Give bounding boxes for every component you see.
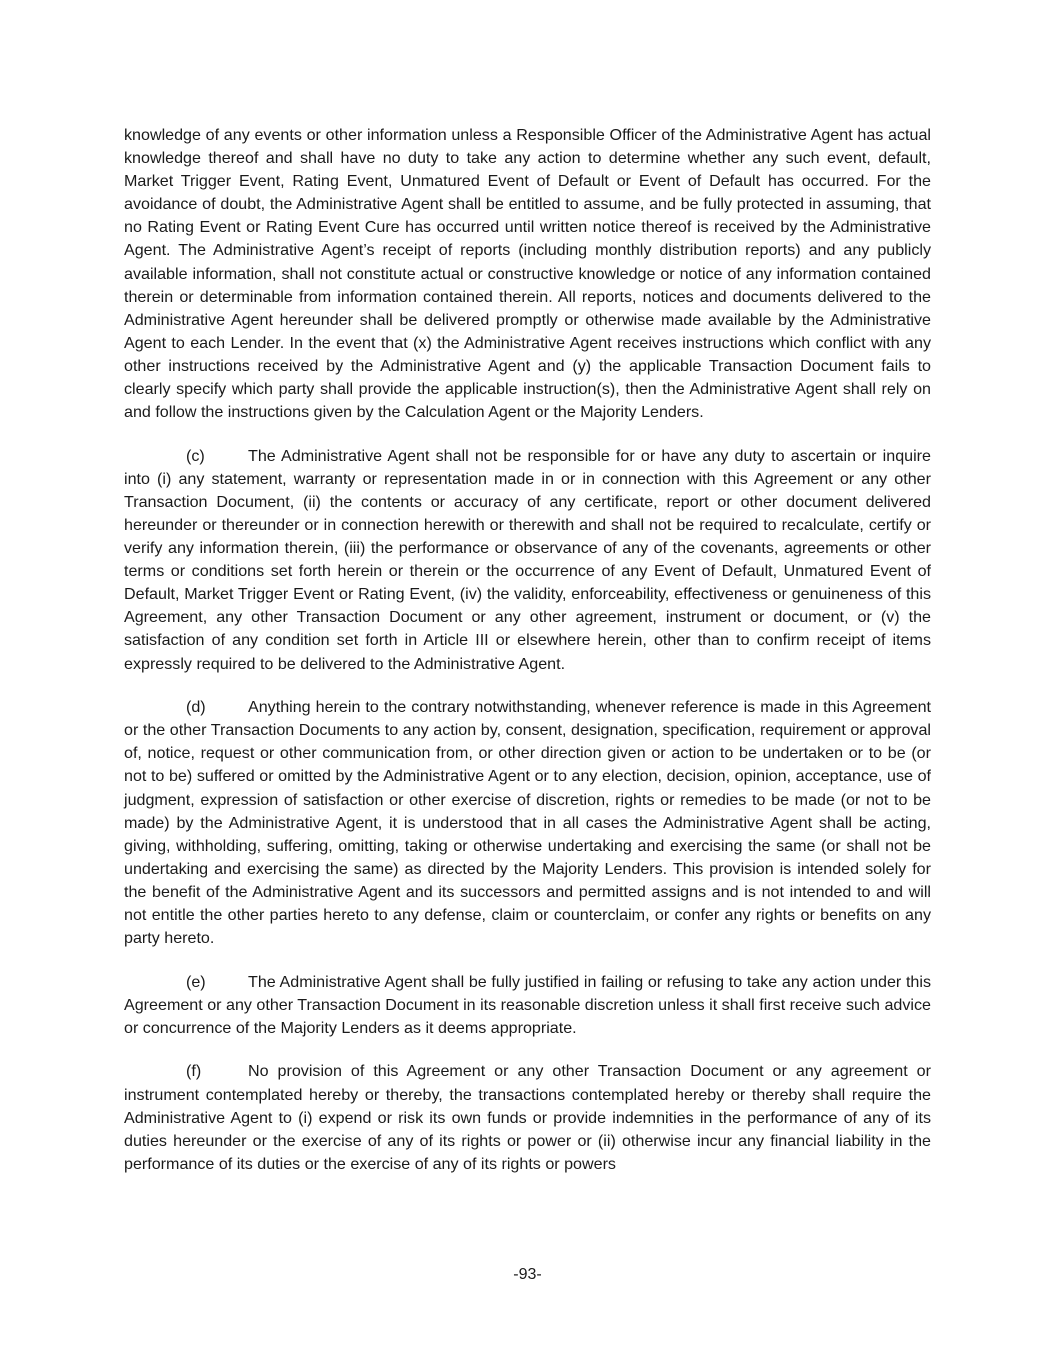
paragraph-label: (f) [186, 1062, 202, 1081]
paragraph-label: (c) [186, 446, 205, 465]
paragraph-e [124, 971, 931, 1040]
paragraph-text: Anything herein to the contrary notwithstanding, whenever reference is made in this Agreement or the other Transaction Documents to any action by, consent, designation, specification, requirement or approval of, notice, request or other communication from, or other direction given or action to be undertaken or to be (or not to be) suffered or omitted by the Administrative Agent or to any election, decision, opinion, acceptance, use of judgment, expression of satisfaction or other exercise of discretion, rights or remedies to be made (or not to be made) by the Administrative Agent, it is understood that in all cases the Administrative Agent shall be acting, giving, withholding, suffering, omitting, taking or otherwise undertaking and exercising the same (or shall not be undertaking and exercising the same) as directed by the Majority Lenders. This provision is intended solely for the benefit of the Administrative Agent and its successors and permitted assigns and is not intended to and will not entitle the other parties hereto to any defense, claim or counterclaim, or confer any rights or benefits on any party hereto. [124, 698, 931, 948]
paragraph-text: The Administrative Agent shall not be responsible for or have any duty to ascertain or inquire into (i) any statement, warranty or representation made in or in connection with this Agreement or any other Transaction Document, (ii) the contents or accuracy of any certificate, report or other document delivered hereunder or thereunder or in connection herewith or therewith and shall not be required to recalculate, certify or verify any information therein, (iii) the performance or observance of any of the covenants, agreements or other terms or conditions set forth herein or therein or the occurrence of any Event of Default, Unmatured Event of Default, Market Trigger Event or Rating Event, (iv) the validity, enforceability, effectiveness or genuineness of this Agreement, any other Transaction Document or any other agreement, instrument or document, or (v) the satisfaction of any condition set forth in Article III or elsewhere herein, other than to confirm receipt of items expressly required to be delivered to the Administrative Agent. [124, 446, 931, 673]
paragraph-f [124, 1060, 931, 1175]
page-number: -93- [513, 1266, 542, 1283]
paragraph-text: The Administrative Agent shall be fully justified in failing or refusing to take any action under this Agreement or any other Transaction Document in its reasonable discretion unless it shall first receive such advice or concurrence of the Majority Lenders as it deems appropriate. [124, 972, 931, 1037]
paragraph-c [124, 445, 931, 676]
paragraph-text: No provision of this Agreement or any other Transaction Document or any agreement or instrument contemplated hereby or thereby, the transactions contemplated hereby or thereby shall require the Administrative Agent to (i) expend or risk its own funds or provide indemnities in the performance of any of its duties hereunder or the exercise of any of its rights or power or (ii) otherwise incur any financial liability in the performance of its duties or the exercise of any of its rights or powers [124, 1062, 931, 1173]
paragraph-continuation [124, 124, 931, 424]
paragraph-text: knowledge of any events or other information unless a Responsible Officer of the Administrative Agent has actual knowledge thereof and shall have no duty to take any action to determine whether any such event, default, Market Trigger Event, Rating Event, Unmatured Event of Default or Event of Default has occurred. For the avoidance of doubt, the Administrative Agent shall be entitled to assume, and be fully protected in assuming, that no Rating Event or Rating Event Cure has occurred until written notice thereof is received by the Administrative Agent. The Administrative Agent’s receipt of reports (including monthly distribution reports) and any publicly available information, shall not constitute actual or constructive knowledge or notice of any information contained therein or determinable from information contained therein. All reports, notices and documents delivered to the Administrative Agent hereunder shall be delivered promptly or otherwise made available by the Administrative Agent to each Lender. In the event that (x) the Administrative Agent receives instructions which conflict with any other instructions received by the Administrative Agent and (y) the applicable Transaction Document fails to clearly specify which party shall provide the applicable instruction(s), then the Administrative Agent shall rely on and follow the instructions given by the Calculation Agent or the Majority Lenders. [124, 126, 931, 422]
paragraph-label: (d) [186, 698, 206, 717]
paragraph-d [124, 696, 931, 950]
document-page [124, 124, 931, 1196]
paragraph-label: (e) [186, 972, 206, 991]
